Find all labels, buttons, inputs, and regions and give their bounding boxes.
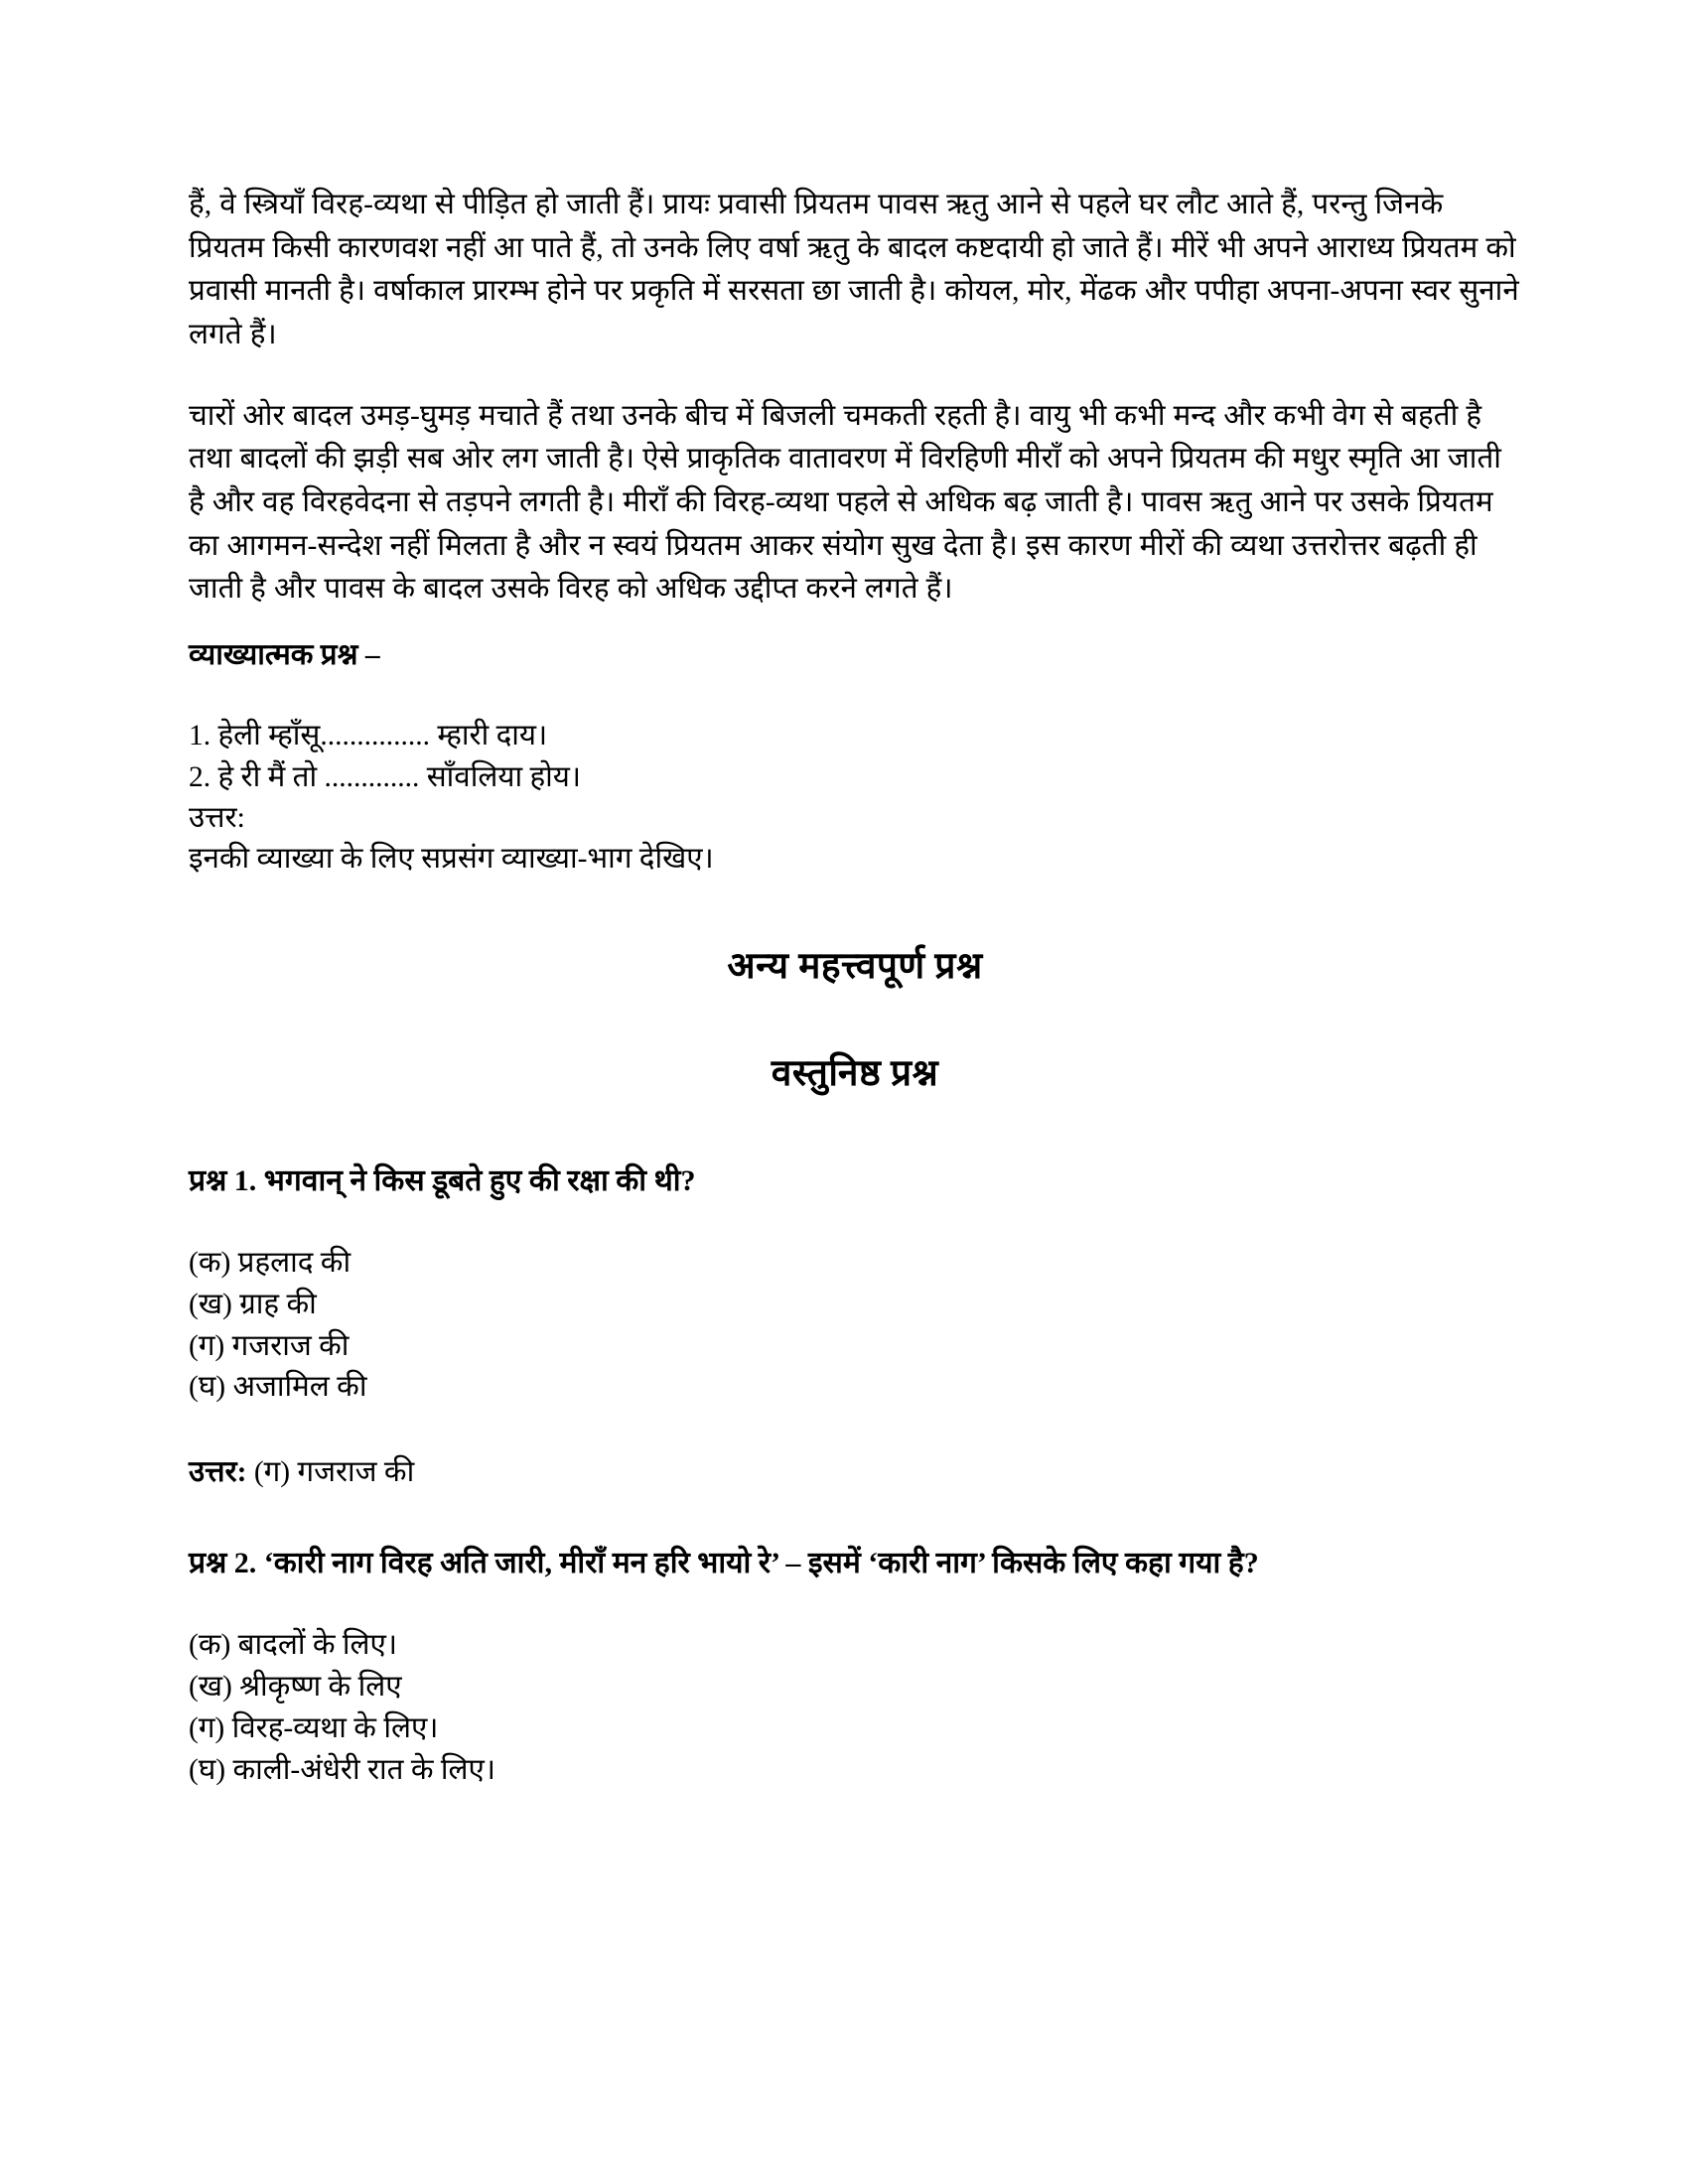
explanatory-answer-text: इनकी व्याख्या के लिए सप्रसंग व्याख्या-भाग देखिए। (189, 843, 714, 876)
option-ka: (क) बादलों के लिए। (189, 1628, 398, 1661)
option-kha: (ख) ग्राह की (189, 1288, 317, 1320)
question-2-options (189, 1625, 1521, 1792)
paragraph-1: हैं, वे स्त्रियाँ विरह-व्यथा से पीड़ित हो जाती हैं। प्रायः प्रवासी प्रियतम पावस ऋतु आने से पहले घर लौट आते हैं, परन्तु जिनके प्रियतम किसी कारणवश नहीं आ पाते हैं, तो उनके लिए वर्षा ऋतु के बादल कष्टदायी हो जाते हैं। मीरें भी अपने आराध्य प्रियतम को प्रवासी मानती है। वर्षाकाल प्रारम्भ होने पर प्रकृति में सरसता छा जाती है। कोयल, मोर, मेंढक और पपीहा अपना-अपना स्वर सुनाने लगते हैं। (189, 189, 1519, 350)
option-kha: (ख) श्रीकृष्ण के लिए (189, 1670, 402, 1703)
explanatory-answer-label: उत्तर: (189, 801, 245, 834)
main-heading: अन्य महत्त्वपूर्ण प्रश्न (727, 946, 983, 988)
paragraph-2: चारों ओर बादल उमड़-घुमड़ मचाते हैं तथा उनके बीच में बिजली चमकती रहती है। वायु भी कभी मन्द और कभी वेग से बहती है तथा बादलों की झड़ी सब ओर लग जाती है। ऐसे प्राकृतिक वातावरण में विरहिणी मीराँ को अपने प्रियतम की मधुर स्मृति आ जाती है और वह विरहवेदना से तड़पने लगती है। मीराँ की विरह-व्यथा पहले से अधिक बढ़ जाती है। पावस ऋतु आने पर उसके प्रियतम का आगमन-सन्देश नहीं मिलता है और न स्वयं प्रियतम आकर संयोग सुख देता है। इस कारण मीरों की व्यथा उत्तरोत्तर बढ़ती ही जाती है और पावस के बादल उसके विरह को अधिक उद्दीप्त करने लगते हैं। (189, 399, 1501, 606)
list-item: 1. हेली म्हाँसू............... म्हारी दाय। (189, 720, 548, 752)
question-2-heading: प्रश्न 2. ‘कारी नाग विरह अति जारी, मीराँ मन हरि भायो रे’ – इसमें ‘कारी नाग’ किसके लिए कहा गया है? (189, 1547, 1259, 1580)
answer-value: (ग) गजराज की (246, 1456, 415, 1489)
sub-heading: वस्तुनिष्ठ प्रश्न (771, 1053, 939, 1095)
option-ga: (ग) गजराज की (189, 1329, 350, 1362)
option-ga: (ग) विरह-व्यथा के लिए। (189, 1711, 439, 1744)
option-gha: (घ) अजामिल की (189, 1371, 367, 1404)
explanatory-questions-label: व्याख्यात्मक प्रश्न – (189, 638, 380, 671)
option-ka: (क) प्रहलाद की (189, 1246, 352, 1279)
answer-label: उत्तर: (189, 1456, 247, 1489)
list-item: 2. हे री मैं तो ............. साँवलिया होय। (189, 760, 582, 793)
option-gha: (घ) काली-अंधेरी रात के लिए। (189, 1753, 496, 1786)
question-1-options (189, 1243, 1521, 1410)
question-1-answer (189, 1452, 1521, 1494)
question-1-heading: प्रश्न 1. भगवान् ने किस डूबते हुए की रक्षा की थी? (189, 1163, 696, 1197)
explanatory-question-list (189, 716, 1521, 880)
